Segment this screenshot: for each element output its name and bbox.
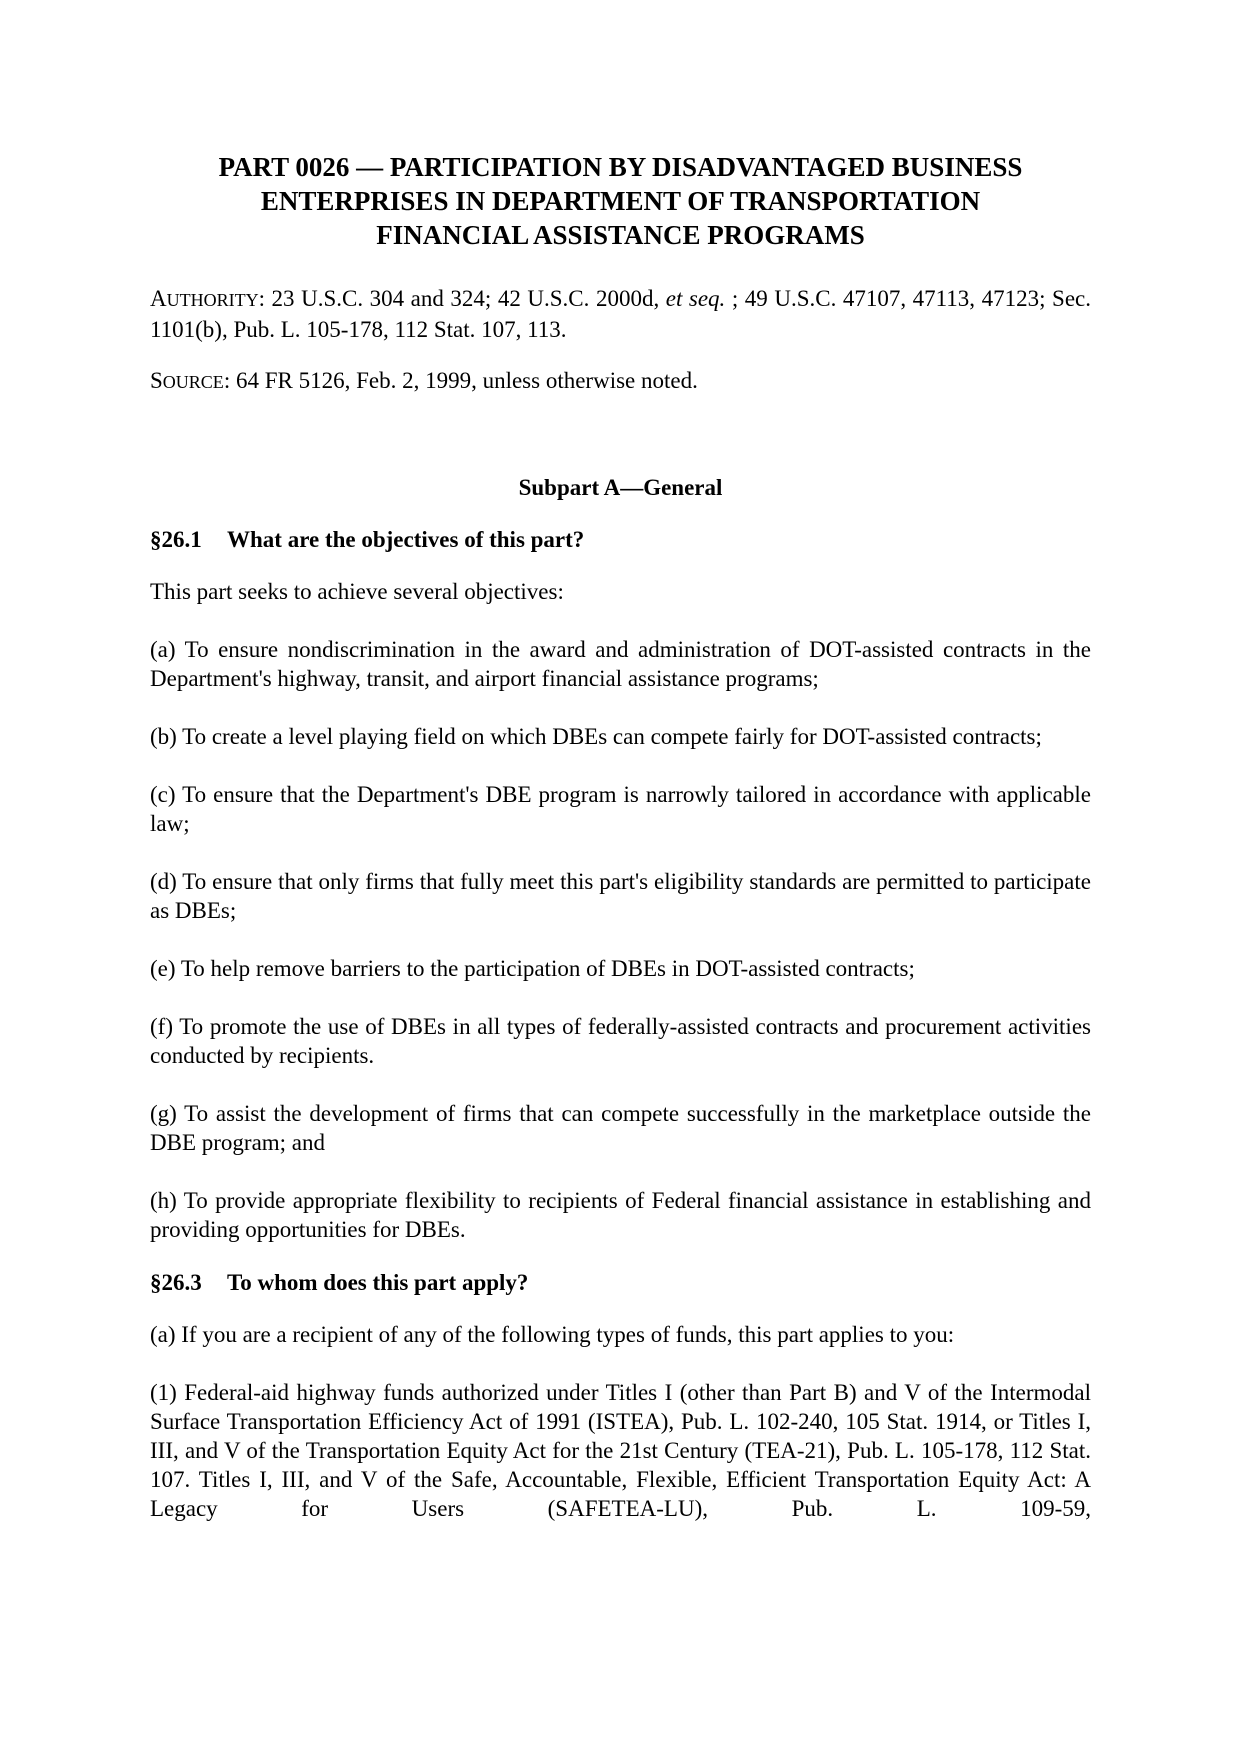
part-title-line: PART 0026 — PARTICIPATION BY DISADVANTAGED BUSINESS (218, 152, 1023, 182)
section-number: §26.1 (150, 527, 202, 552)
authority-text-after: ; 49 U.S.C. 47107, 47113, 47123; Sec. 1101(b), Pub. L. 105-178, 112 Stat. 107, 113. (150, 286, 1091, 342)
applicability-item: (1) Federal-aid highway funds authorized under Titles I (other than Part B) and V of the Intermodal Surface Transportation Efficiency Act of 1991 (ISTEA), Pub. L. 102-240, 105 Stat. 1914, or Titles I, III, and V of the Transportation Equity Act for the 21st Century (TEA-21), Pub. L. 105-178, 112 Stat. 107. Titles I, III, and V of the Safe, Accountable, Flexible, Efficient Transportation Equity Act: A Legacy for Users (SAFETEA-LU), Pub. L. 109-59, (150, 1380, 1091, 1521)
section-title: To whom does this part apply? (227, 1270, 529, 1295)
section-26-3-heading (150, 1268, 1091, 1297)
objective-item: (b) To create a level playing field on which DBEs can compete fairly for DOT-assisted contracts; (150, 724, 1042, 749)
section-intro: This part seeks to achieve several objectives: (150, 579, 564, 604)
objective-item: (g) To assist the development of firms that can compete successfully in the marketplace outside the DBE program; and (150, 1101, 1091, 1155)
objective-item: (a) To ensure nondiscrimination in the award and administration of DOT-assisted contracts in the Department's highway, transit, and airport financial assistance programs; (150, 637, 1091, 691)
authority-label-first: A (150, 286, 167, 311)
source-text: : 64 FR 5126, Feb. 2, 1999, unless otherwise noted. (223, 368, 698, 393)
section-number: §26.3 (150, 1270, 202, 1295)
objective-item: (c) To ensure that the Department's DBE program is narrowly tailored in accordance with applicable law; (150, 782, 1091, 836)
authority-paragraph (150, 284, 1091, 344)
objective-item: (d) To ensure that only firms that fully meet this part's eligibility standards are permitted to participate as DBEs; (150, 869, 1091, 923)
part-title-line: FINANCIAL ASSISTANCE PROGRAMS (376, 220, 865, 250)
section-26-1-heading (150, 525, 1091, 554)
subpart-heading: Subpart A—General (518, 475, 723, 500)
part-title-line: ENTERPRISES IN DEPARTMENT OF TRANSPORTATION (260, 186, 981, 216)
objective-item: (h) To provide appropriate flexibility to recipients of Federal financial assistance in establishing and providing opportunities for DBEs. (150, 1188, 1091, 1242)
section-title: What are the objectives of this part? (227, 527, 585, 552)
authority-label-rest: UTHORITY (166, 290, 259, 310)
source-paragraph (150, 366, 1091, 397)
document-body (150, 150, 1091, 1552)
authority-italic: et seq. (665, 286, 726, 311)
source-label-rest: OURCE (162, 372, 224, 392)
part-title (150, 150, 1091, 252)
applicability-paragraph: (a) If you are a recipient of any of the following types of funds, this part applies to you: (150, 1322, 955, 1347)
objective-item: (e) To help remove barriers to the participation of DBEs in DOT-assisted contracts; (150, 956, 915, 981)
source-label-first: S (150, 368, 163, 393)
authority-text: : 23 U.S.C. 304 and 324; 42 U.S.C. 2000d, (258, 286, 666, 311)
objective-item: (f) To promote the use of DBEs in all types of federally-assisted contracts and procurement activities conducted by recipients. (150, 1014, 1091, 1068)
